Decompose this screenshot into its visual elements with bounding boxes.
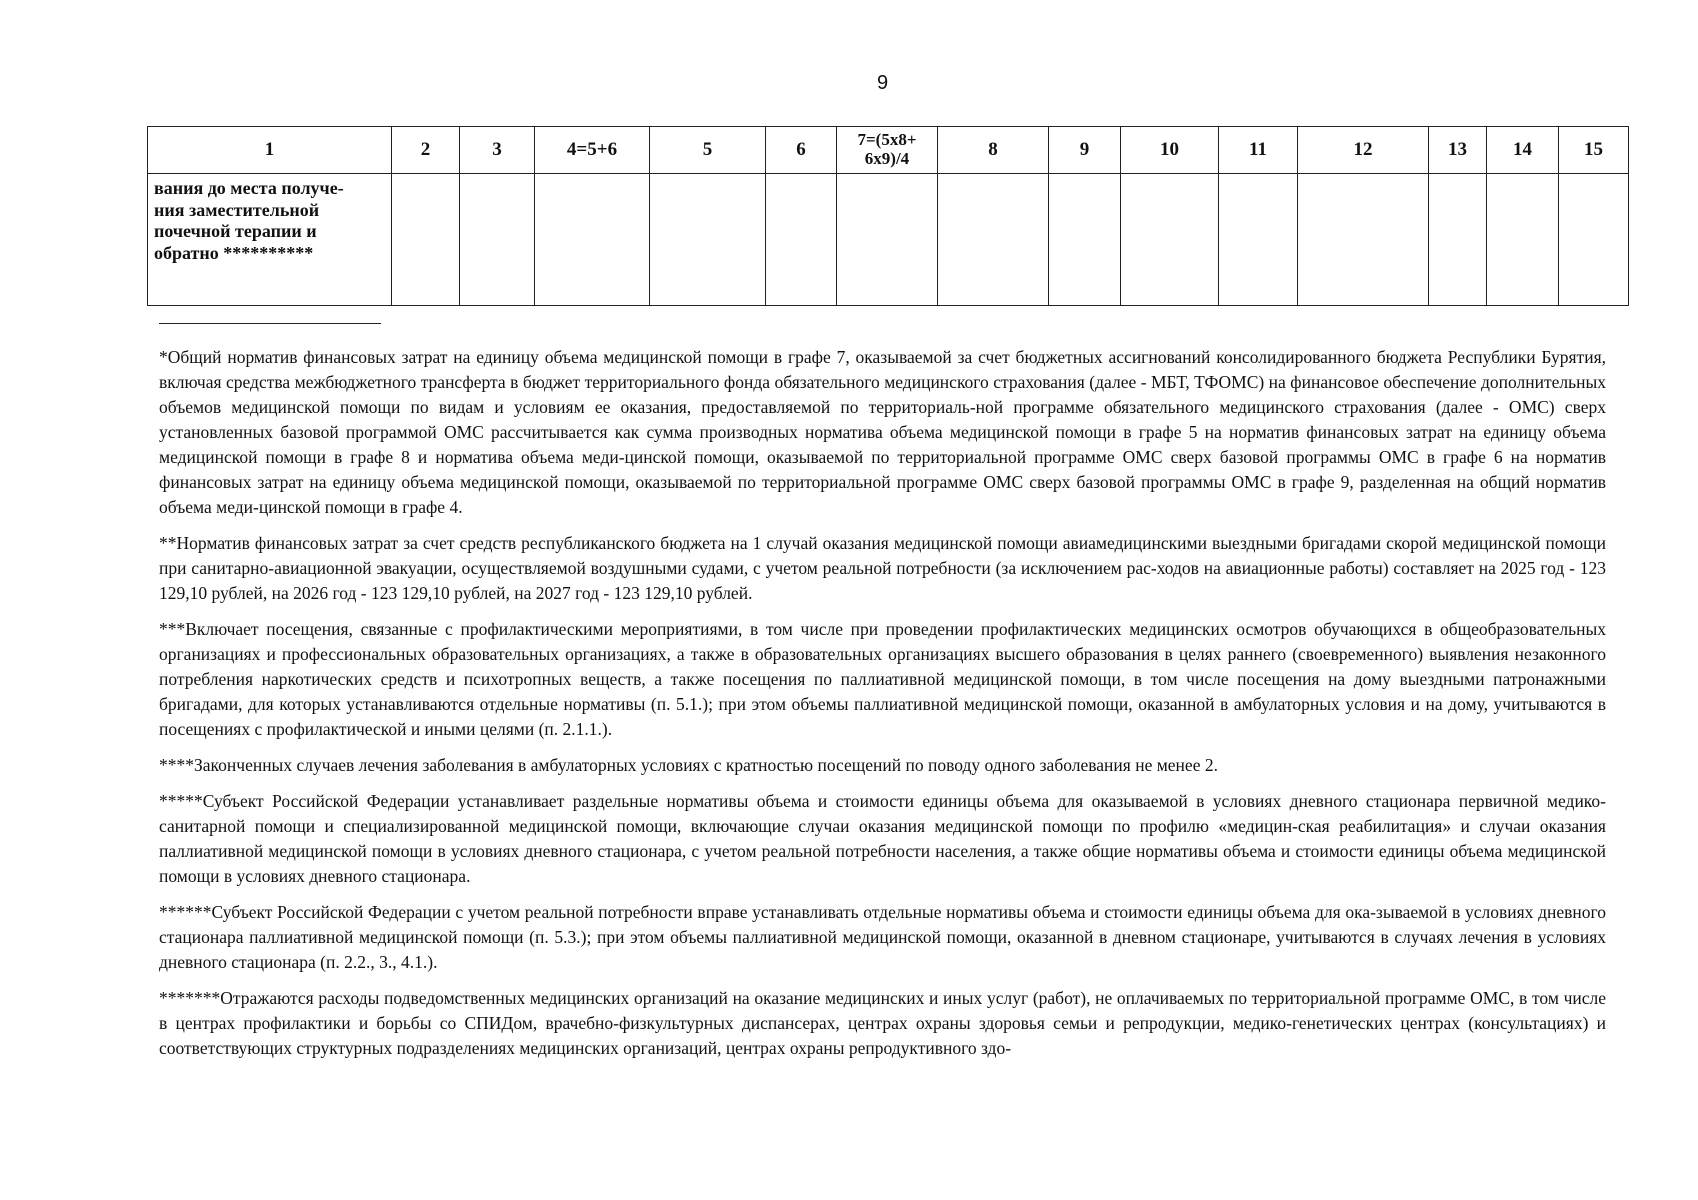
table-cell	[392, 174, 460, 306]
header-cell: 4=5+6	[535, 127, 650, 174]
header-cell: 13	[1429, 127, 1487, 174]
header-cell: 15	[1559, 127, 1629, 174]
header-cell: 2	[392, 127, 460, 174]
header-cell: 5	[650, 127, 766, 174]
footnote-2: **Норматив финансовых затрат за счет средств республиканского бюджета на 1 случай оказания медицинской помощи авиамедицинскими выездными бригадами скорой медицинской помощи при санитарно-авиационной эвакуации, осуществляемой воздушными судами, с учетом реальной потребности (за исключением рас-ходов на авиационные работы) составляет на 2025 год - 123 129,10 рублей, на 2026 год - 123 129,10 рублей, на 2027 год - 123 129,10 рублей.	[159, 533, 1606, 603]
header-cell: 14	[1487, 127, 1559, 174]
header-cell: 7=(5х8+ 6х9)/4	[837, 127, 938, 174]
table-cell	[1559, 174, 1629, 306]
table-cell	[535, 174, 650, 306]
table-cell	[1487, 174, 1559, 306]
table-cell	[766, 174, 837, 306]
footnote-4: ****Законченных случаев лечения заболевания в амбулаторных условиях с кратностью посещений по поводу одного заболевания не менее 2.	[159, 755, 1218, 775]
table-cell	[1049, 174, 1121, 306]
table-cell	[1429, 174, 1487, 306]
header-cell: 6	[766, 127, 837, 174]
footnote-separator	[159, 323, 381, 324]
table-cell	[938, 174, 1049, 306]
header-cell: 9	[1049, 127, 1121, 174]
table-cell	[650, 174, 766, 306]
footnote-6: ******Субъект Российской Федерации с учетом реальной потребности вправе устанавливать отдельные нормативы объема и стоимости единицы объема для ока-зываемой в условиях дневного стационара паллиативной медицинской помощи (п. 5.3.); при этом объемы паллиативной медицинской помощи, оказанной в дневном стационаре, учитываются в случаях лечения в условиях дневного стационара (п. 2.2., 3., 4.1.).	[159, 902, 1606, 972]
table-cell	[1298, 174, 1429, 306]
row-label-cell: вания до места получе- ния заместительной почечной терапии и обратно **********	[148, 174, 392, 306]
header-cell: 1	[148, 127, 392, 174]
header-cell: 3	[460, 127, 535, 174]
table-cell	[837, 174, 938, 306]
footnote-3: ***Включает посещения, связанные с профилактическими мероприятиями, в том числе при проведении профилактических медицинских осмотров обучающихся в общеобразовательных организациях и профессиональных образовательных организациях, а также в образовательных организациях высшего образования в целях раннего (своевременного) выявления незаконного потребления наркотических средств и психотропных веществ, а также посещения по паллиативной медицинской помощи, в том числе посещения на дому выездными патронажными бригадами, для которых устанавливаются отдельные нормативы (п. 5.1.); при этом объемы паллиативной медицинской помощи, оказанной в амбулаторных условия и на дому, учитываются в посещениях с профилактической и иными целями (п. 2.1.1.).	[159, 619, 1606, 739]
footnotes-section	[159, 345, 1606, 1072]
table-cell	[460, 174, 535, 306]
footnote-1: *Общий норматив финансовых затрат на единицу объема медицинской помощи в графе 7, оказываемой за счет бюджетных ассигнований консолидированного бюджета Республики Бурятия, включая средства межбюджетного трансферта в бюджет территориального фонда обязательного медицинского страхования (далее - МБТ, ТФОМС) на финансовое обеспечение дополнительных объемов медицинской помощи по видам и условиям ее оказания, предоставляемой по территориаль-ной программе обязательного медицинского страхования (далее - ОМС) сверх установленных базовой программой ОМС рассчитывается как сумма производных норматива объема медицинской помощи в графе 5 на норматив финансовых затрат на единицу объема медицинской помощи в графе 8 и норматива объема меди-цинской помощи, оказываемой по территориальной программе ОМС сверх базовой программы ОМС в графе 6 на норматив финансовых затрат на единицу объема медицинской помощи, оказываемой по территориальной программе ОМС сверх базовой программы ОМС в графе 9, разделенная на общий норматив объема меди-цинской помощи в графе 4.	[159, 347, 1606, 517]
table-header-row	[148, 127, 1629, 174]
table-cell	[1219, 174, 1298, 306]
header-cell: 11	[1219, 127, 1298, 174]
table-cell	[1121, 174, 1219, 306]
footnote-7: *******Отражаются расходы подведомственных медицинских организаций на оказание медицинских и иных услуг (работ), не оплачиваемых по территориальной программе ОМС, в том числе в центрах профилактики и борьбы со СПИДом, врачебно-физкультурных диспансерах, центрах охраны здоровья семьи и репродукции, медико-генетических центрах (консультациях) и соответствующих структурных подразделениях медицинских организаций, центрах охраны репродуктивного здо-	[159, 988, 1606, 1058]
norms-table	[147, 126, 1629, 306]
table-row	[148, 174, 1629, 306]
page-number: 9	[876, 72, 889, 94]
footnote-5: *****Субъект Российской Федерации устанавливает раздельные нормативы объема и стоимости единицы объема для оказываемой в условиях дневного стационара первичной медико-санитарной помощи и специализированной медицинской помощи, включающие случаи оказания медицинской помощи по профилю «медицин-ская реабилитация» и случаи оказания паллиативной медицинской помощи в условиях дневного стационара, с учетом реальной потребности населения, а также общие нормативы объема и стоимости единицы объема медицинской помощи в условиях дневного стационара.	[159, 791, 1606, 886]
header-cell: 8	[938, 127, 1049, 174]
header-cell: 12	[1298, 127, 1429, 174]
header-cell: 10	[1121, 127, 1219, 174]
